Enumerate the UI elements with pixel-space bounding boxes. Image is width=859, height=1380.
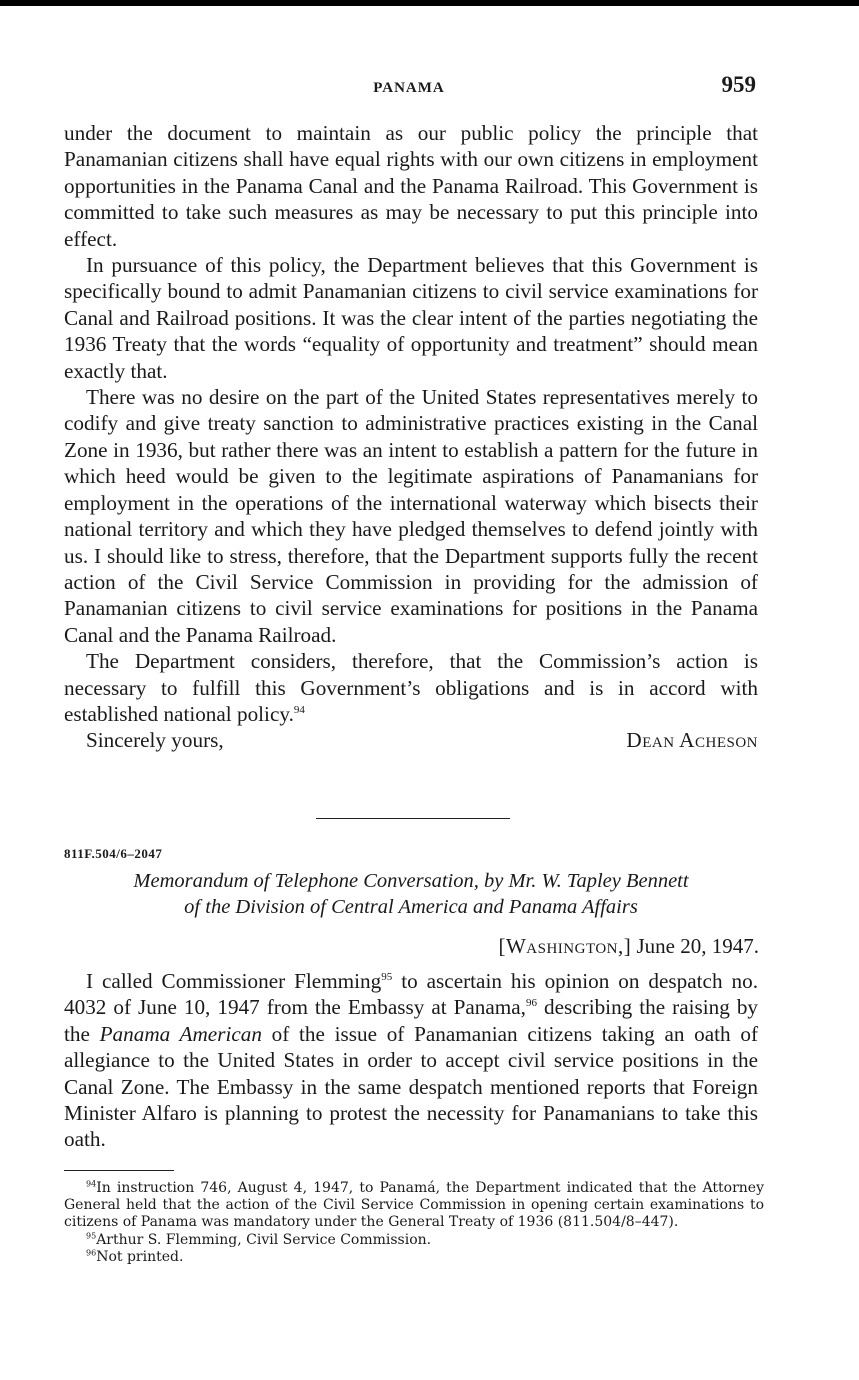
dateline	[498, 934, 759, 959]
memo-text: describing the raising by the	[64, 995, 759, 1046]
paragraph-text: The Department considers, therefore, that the Commission’s action is necessary to fulfill this Government’s obligations and is in accord with established national policy.	[64, 649, 758, 726]
memo-title-line: Memorandum of Telephone Conversation, by Mr. W. Tapley Bennett	[133, 870, 689, 892]
memo-title	[64, 868, 758, 920]
running-head: PANAMA	[373, 80, 445, 96]
footnote-ref: 96	[525, 997, 537, 1010]
signature: Dean Acheson	[626, 728, 758, 753]
complimentary-close: Sincerely yours,	[86, 728, 224, 753]
page-header	[62, 72, 756, 106]
footnote-mark: 95	[86, 1230, 97, 1240]
letter-paragraph: under the document to maintain as our public policy the principle that Panamanian citizens shall have equal rights with our own citizens in employment opportunities in the Panama Canal and the Panama Railroad. This Government is committed to take such measures as may be necessary to put this principle into effect.	[64, 121, 758, 251]
date: June 20, 1947.	[636, 934, 759, 958]
footnote-text: Arthur S. Flemming, Civil Service Commission.	[96, 1231, 432, 1248]
footnote-text: In instruction 746, August 4, 1947, to Panamá, the Department indicated that the Attorney General held that the action of the Civil Service Commission in opening certain examinations to citizens of Panama was mandatory under the General Treaty of 1936 (811.504/8–447).	[64, 1180, 764, 1231]
memo-body	[64, 968, 758, 1153]
footnote-text: Not printed.	[96, 1248, 184, 1265]
memo-text: to ascertain his opinion on despatch no. 4032 of June 10, 1947 from the Embassy at Panama,	[64, 969, 759, 1020]
footnote-mark: 96	[86, 1248, 97, 1258]
document-id: 811F.504/6–2047	[64, 846, 163, 861]
footnote-mark: 94	[86, 1179, 97, 1189]
memo-text: I called Commissioner Flemming	[86, 969, 382, 993]
section-divider	[316, 818, 510, 819]
letter-paragraph	[64, 648, 758, 727]
footnotes	[64, 1180, 764, 1266]
date-place: [Washington,]	[498, 934, 632, 958]
footnote-ref: 94	[293, 703, 305, 716]
footnote-ref: 95	[381, 970, 393, 983]
memo-title-line: of the Division of Central America and Panama Affairs	[184, 896, 638, 918]
page-number: 959	[721, 72, 756, 97]
footnote	[64, 1249, 764, 1266]
footnote	[64, 1232, 764, 1249]
letter-paragraph: In pursuance of this policy, the Department believes that this Government is specifically bound to admit Panamanian citizens to civil service examinations for Canal and Railroad positions. It was the clear intent of the parties negotiating the 1936 Treaty that the words “equality of opportunity and treatment” should mean exactly that.	[64, 253, 758, 383]
newspaper-title: Panama American	[99, 1021, 262, 1046]
memo-text: of the issue of Panamanian citizens taking an oath of allegiance to the United States in order to accept civil service positions in the Canal Zone. The Embassy in the same despatch mentioned reports that Foreign Minister Alfaro is planning to protest the necessity for Panamanians to take this oath.	[64, 1021, 759, 1152]
letter-closing	[64, 727, 758, 755]
footnote-rule	[64, 1170, 174, 1171]
letter-body	[64, 120, 758, 755]
footnote	[64, 1180, 764, 1232]
memo-paragraph	[64, 968, 758, 1153]
letter-paragraph: There was no desire on the part of the United States representatives merely to codify and give treaty sanction to administrative practices existing in the Canal Zone in 1936, but rather there was an intent to establish a pattern for the future in which heed would be given to the legitimate aspirations of Panamanians for employment in the operations of the international waterway which bisects their national territory and which they have pledged themselves to defend jointly with us. I should like to stress, therefore, that the Department supports fully the recent action of the Civil Service Commission in providing for the admission of Panamanian citizens to civil service examinations for positions in the Panama Canal and the Panama Railroad.	[64, 385, 758, 647]
top-border	[0, 0, 859, 6]
